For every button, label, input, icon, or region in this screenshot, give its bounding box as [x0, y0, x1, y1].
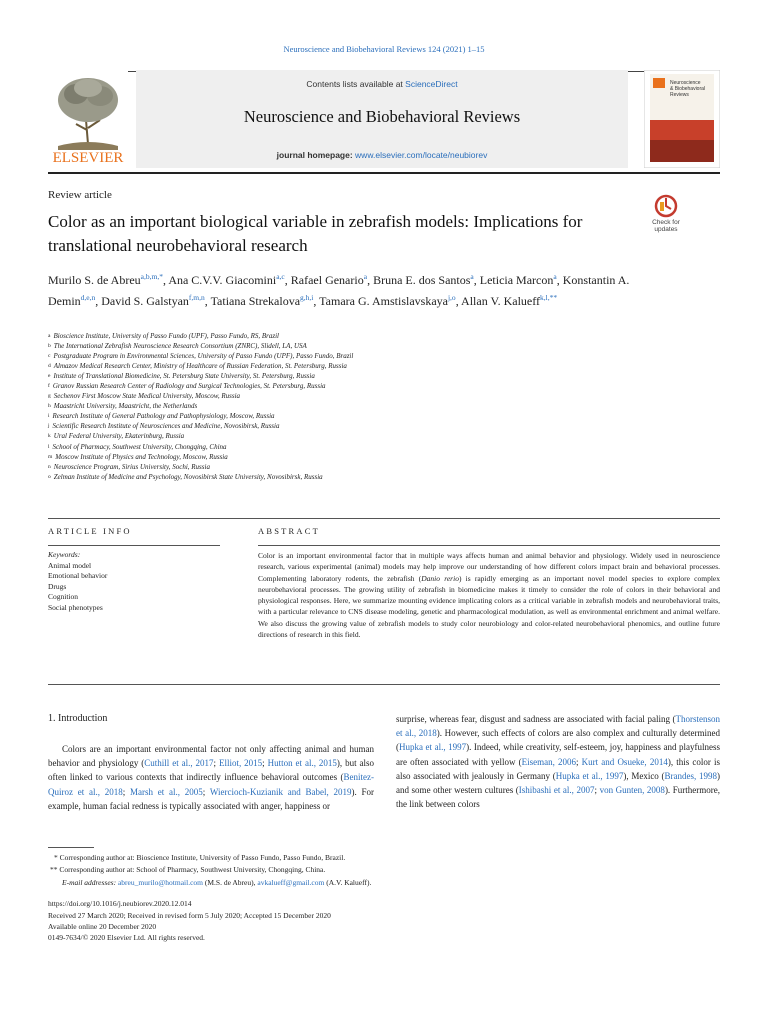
citation-link[interactable]: Brandes, 1998	[664, 770, 717, 781]
abstract-text	[258, 550, 720, 640]
affiliation-label: i	[48, 413, 50, 420]
article-info-heading: ARTICLE INFO	[48, 526, 132, 536]
affiliation-item	[48, 401, 608, 411]
affiliation-text: Neuroscience Program, Sirius University, Sochi, Russia	[53, 462, 210, 471]
keywords-label: Keywords:	[48, 550, 81, 559]
citation-link[interactable]: Marsh et al., 2005	[130, 786, 203, 797]
banner-bottom-rule	[48, 172, 720, 174]
intro-column-1	[48, 742, 374, 813]
abstract-heading: ABSTRACT	[258, 526, 320, 536]
body-text: ), but also often linked to various contexts that indirectly influence behavioral outcomes (	[48, 758, 374, 783]
author-name: Ana C.V.V. Giacomini	[168, 273, 277, 287]
svg-text:Neuroscience: Neuroscience	[670, 80, 701, 86]
journal-cover-image[interactable]	[644, 70, 720, 168]
affiliation-text: Postgraduate Program in Environmental Sciences, University of Passo Fundo (UPF), Passo Fundo, Brazil	[53, 352, 354, 361]
author-affiliation-marks[interactable]: j,o	[447, 293, 456, 302]
affiliation-label: n	[48, 463, 51, 470]
check-updates-line2: updates	[654, 226, 678, 233]
affiliation-label: c	[48, 353, 51, 360]
email-owner-2: (A.V. Kalueff).	[324, 878, 372, 887]
abstract-species: Danio rerio	[421, 573, 459, 583]
author-name: Rafael Genario	[290, 273, 364, 287]
citation-link[interactable]: Benitez-Quiroz et al., 2018	[48, 772, 374, 797]
footnote-1: * Corresponding author at: Bioscience Institute, University of Passo Fundo, Passo Fundo, Brazil.	[54, 853, 346, 862]
affiliation-label: e	[48, 373, 51, 380]
author-affiliation-marks[interactable]: f,m,n	[188, 293, 205, 302]
affiliation-list	[48, 331, 608, 482]
journal-banner	[48, 70, 720, 168]
body-text: ;	[576, 756, 582, 767]
footnote-2: ** Corresponding author at: School of Pharmacy, Southwest University, Chongqing, China.	[50, 865, 326, 874]
affiliation-item	[48, 331, 608, 341]
author-affiliation-marks[interactable]: a	[363, 272, 368, 281]
body-text: ) and some other western cultures (	[396, 770, 720, 796]
author-name: Leticia Marcon	[479, 273, 554, 287]
author-name: Tamara G. Amstislavskaya	[319, 294, 448, 308]
keyword-item: Cognition	[48, 592, 79, 601]
check-updates-line1: Check for	[652, 219, 680, 226]
citation-link[interactable]: Cuthill et al., 2017	[144, 758, 214, 769]
author[interactable]	[211, 294, 314, 308]
affiliation-item	[48, 391, 608, 401]
svg-text:Reviews: Reviews	[670, 92, 689, 98]
affiliation-label: j	[48, 423, 50, 430]
author-affiliation-marks[interactable]: k,l,**	[540, 293, 558, 302]
citation-link[interactable]: Hupka et al., 1997	[399, 742, 467, 753]
contents-line	[136, 79, 628, 89]
keyword-item: Animal model	[48, 560, 92, 570]
check-for-updates-badge[interactable]	[642, 194, 690, 234]
author[interactable]	[291, 273, 367, 287]
author-affiliation-marks[interactable]: a	[470, 272, 474, 281]
affiliation-label: f	[48, 383, 50, 390]
author[interactable]	[168, 273, 284, 287]
body-text: ). Furthermore, the link between colors	[396, 785, 720, 810]
affiliation-item	[48, 431, 608, 441]
body-text: ). For example, human facial redness is typically associated with anger, happiness or	[48, 786, 374, 811]
citation-link[interactable]: Eiseman, 2006	[521, 756, 577, 767]
keyword-item: Emotional behavior	[48, 571, 108, 580]
author-affiliation-marks[interactable]: g,h,i	[300, 293, 314, 302]
affiliation-label: h	[48, 403, 51, 410]
citation-link[interactable]: von Gunten, 2008	[599, 785, 665, 796]
author[interactable]	[373, 273, 474, 287]
contents-prefix: Contents lists available at	[306, 79, 406, 89]
keywords-list	[48, 561, 107, 614]
body-text: ). Indeed, while creativity, self-esteem, joy, happiness and playfulness are often associated with yellow (	[396, 742, 720, 767]
email-link-1[interactable]: abreu_murilo@hotmail.com	[117, 878, 203, 887]
body-text: ;	[213, 758, 219, 769]
author-name: Murilo S. de Abreu	[48, 273, 141, 287]
affiliation-item	[48, 462, 608, 472]
author-name: Bruna E. dos Santos	[373, 273, 471, 287]
affiliation-label: g	[48, 393, 51, 400]
body-text: ), this color is also associated with jealously in Germany (	[396, 756, 720, 781]
affiliation-label: b	[48, 343, 51, 350]
body-text: Colors are an important environmental factor not only affecting animal and human behavior and physiology (	[48, 744, 374, 769]
affiliation-text: Scientific Research Institute of Neurosciences and Medicine, Novosibirsk, Russia	[52, 422, 280, 431]
author-affiliation-marks[interactable]: a,b,m,*	[140, 272, 163, 281]
keywords-block	[48, 550, 107, 613]
keyword-item: Drugs	[48, 581, 67, 591]
email-line	[62, 877, 371, 889]
email-link-2[interactable]: avkalueff@gmail.com	[257, 878, 325, 887]
affiliation-label: a	[48, 333, 51, 339]
affiliation-label: m	[48, 453, 53, 460]
affiliation-label: o	[48, 473, 51, 480]
intro-column-2	[396, 712, 720, 811]
citation-link[interactable]: Kurt and Osueke, 2014	[581, 756, 668, 767]
affiliation-item	[48, 421, 608, 431]
doi-link[interactable]: https://doi.org/10.1016/j.neubiorev.2020.12.014	[48, 899, 192, 908]
received-dates: Received 27 March 2020; Received in revised form 5 July 2020; Accepted 15 December 2020	[48, 911, 331, 920]
body-text: ). However, such effects of colors are also complex and culturally determined (	[396, 728, 720, 753]
journal-name: Neuroscience and Biobehavioral Reviews	[243, 107, 521, 126]
elsevier-logo[interactable]	[48, 70, 128, 168]
affiliation-text: Bioscience Institute, University of Passo Fundo (UPF), Passo Fundo, RS, Brazil	[53, 332, 279, 340]
affiliation-text: Sechenov First Moscow State Medical University, Moscow, Russia	[53, 392, 241, 401]
citation-link[interactable]: Thorstenson et al., 2018	[396, 714, 720, 739]
abstract-rule	[258, 545, 720, 546]
body-text: ;	[122, 786, 131, 797]
affiliation-text: Zelman Institute of Medicine and Psychology, Novosibirsk State University, Novosibirsk, Russia	[53, 472, 323, 481]
author-name: Tatiana Strekalova	[210, 294, 301, 308]
affiliation-item	[48, 351, 608, 361]
keyword-item: Social phenotypes	[48, 602, 103, 612]
author-name: David S. Galstyan	[101, 294, 189, 308]
body-text: ;	[202, 786, 210, 797]
citation-link[interactable]: Hutton et al., 2015	[267, 758, 337, 769]
author-affiliation-marks[interactable]: d,e,n	[80, 293, 96, 302]
affiliation-text: Institute of Translational Biomedicine, St. Petersburg State University, St. Petersburg, Russia	[53, 372, 315, 381]
citation-link[interactable]: Wiercioch-Kuzianik and Babel, 2019	[209, 786, 352, 797]
banner-box	[136, 70, 628, 168]
author[interactable]	[101, 294, 205, 308]
affiliation-text: Granov Russian Research Center of Radiology and Surgical Technologies, St. Petersburg, Russia	[52, 382, 326, 391]
author-list: Murilo S. de Abreu$^{a,b,m,*}$, Ana C.V.V. Giacomini$^{a,c}$, Rafael Genario$^a$, Bruna E. dos Santos$^a$, Leticia Marcon$^a$, Konstantin A. Demin$^{d,e,n}$, David S. Galstyan$^{f,m,n}$, Tatiana Strekalova$^{g,h,i}$, Tamara G. Amstislavskaya$^{j,o}$, Allan V. Kalueff$^{k,l,**}$	[48, 272, 630, 308]
author[interactable]	[319, 294, 456, 308]
homepage-line	[136, 150, 628, 160]
affiliation-label: k	[48, 433, 51, 440]
author-affiliation-marks[interactable]: a,c	[276, 272, 285, 281]
affiliation-text: Moscow Institute of Physics and Technology, Moscow, Russia	[55, 452, 228, 461]
author[interactable]	[461, 294, 557, 308]
author-affiliation-marks[interactable]: a	[553, 272, 557, 281]
body-text: ), Mexico (	[623, 770, 665, 781]
introduction-heading: 1. Introduction	[48, 713, 108, 724]
author-name: Allan V. Kalueff	[461, 294, 541, 308]
sciencedirect-link[interactable]: ScienceDirect	[405, 79, 458, 89]
email-owner-1: (M.S. de Abreu),	[202, 878, 258, 887]
affiliation-text: Research Institute of General Pathology and Pathophysiology, Moscow, Russia	[52, 412, 275, 421]
affiliation-item	[48, 341, 608, 351]
affiliation-item	[48, 411, 608, 421]
citation-link[interactable]: Hupka et al., 1997	[555, 770, 624, 781]
affiliation-label: l	[48, 443, 50, 450]
article-info-rule	[48, 545, 220, 546]
body-text: ;	[262, 758, 268, 769]
citation-link[interactable]: Elliot, 2015	[218, 758, 263, 769]
affiliation-item	[48, 381, 608, 391]
abstract-part-2: ) is rapidly emerging as an important novel model species to explore complex neurobehavioral processes. The growing utility of zebrafish in biomedicine makes it timely to consider the role of colors in their behavioral and physiological responses. Here, we summarize mounting evidence implicating colors as a critical variable in zebrafish models and neurobehavioral traits, with a particular relevance to CNS disease modeling, genetic and pharmacological modulation, as well as environmental enrichment and animal welfare. We also discuss the growing value of zebrafish models to study color neurobiology and color-related neurobehavioral phenomics, and outline future directions of research in this field.	[258, 573, 721, 640]
affiliation-item	[48, 472, 608, 482]
svg-text:& Biobehavioral: & Biobehavioral	[670, 86, 706, 92]
affiliation-text: The International Zebrafish Neuroscience Research Consortium (ZNRC), Slidell, LA, USA	[53, 342, 307, 351]
cover-icon	[644, 70, 720, 168]
section-top-rule	[48, 518, 720, 519]
affiliation-item	[48, 452, 608, 462]
author[interactable]	[48, 273, 163, 287]
elsevier-tree-icon	[48, 70, 128, 168]
affiliation-text: Ural Federal University, Ekaterinburg, Russia	[53, 432, 185, 441]
abstract-part-1: Color is an important environmental factor that in multiple ways affects human and animal behavior and physiology. Widely used in neuroscience research, various experimental (animal) models may help improve our understanding of how different colors impact brain and behavioral processes. Complementing laboratory rodents, the zebrafish (	[258, 551, 720, 583]
affiliation-text: School of Pharmacy, Southwest University, Chongqing, China	[52, 442, 227, 451]
journal-citation[interactable]: Neuroscience and Biobehavioral Reviews 124 (2021) 1–15	[283, 44, 485, 54]
online-date: Available online 20 December 2020	[48, 922, 157, 931]
affiliation-text: Maastricht University, Maastricht, the Netherlands	[53, 402, 198, 411]
author[interactable]	[480, 273, 557, 287]
affiliation-item	[48, 371, 608, 381]
homepage-link[interactable]: www.elsevier.com/locate/neubiorev	[355, 150, 488, 160]
article-type: Review article	[48, 189, 112, 201]
affiliation-item	[48, 361, 608, 371]
body-text: ;	[594, 785, 600, 796]
citation-link[interactable]: Ishibashi et al., 2007	[518, 785, 595, 796]
publisher-name: ELSEVIER	[52, 150, 124, 166]
homepage-prefix: journal homepage:	[276, 150, 356, 160]
affiliation-label: d	[48, 363, 51, 370]
email-label: E-mail addresses:	[62, 878, 117, 887]
abstract-bottom-rule	[48, 684, 720, 685]
body-text: surprise, whereas fear, disgust and sadness are associated with facial paling (	[396, 714, 676, 724]
check-for-updates-icon	[642, 194, 690, 234]
article-title: Color as an important biological variable in zebrafish models: Implications for translational neurobehavioral research	[48, 212, 583, 255]
footnote-rule	[48, 847, 94, 848]
affiliation-text: Almazov Medical Research Center, Ministry of Healthcare of Russian Federation, St. Petersburg, Russia	[53, 362, 347, 371]
copyright: 0149-7634/© 2020 Elsevier Ltd. All rights reserved.	[48, 933, 205, 942]
affiliation-item	[48, 442, 608, 452]
author-name: Konstantin A. Demin	[48, 273, 630, 308]
